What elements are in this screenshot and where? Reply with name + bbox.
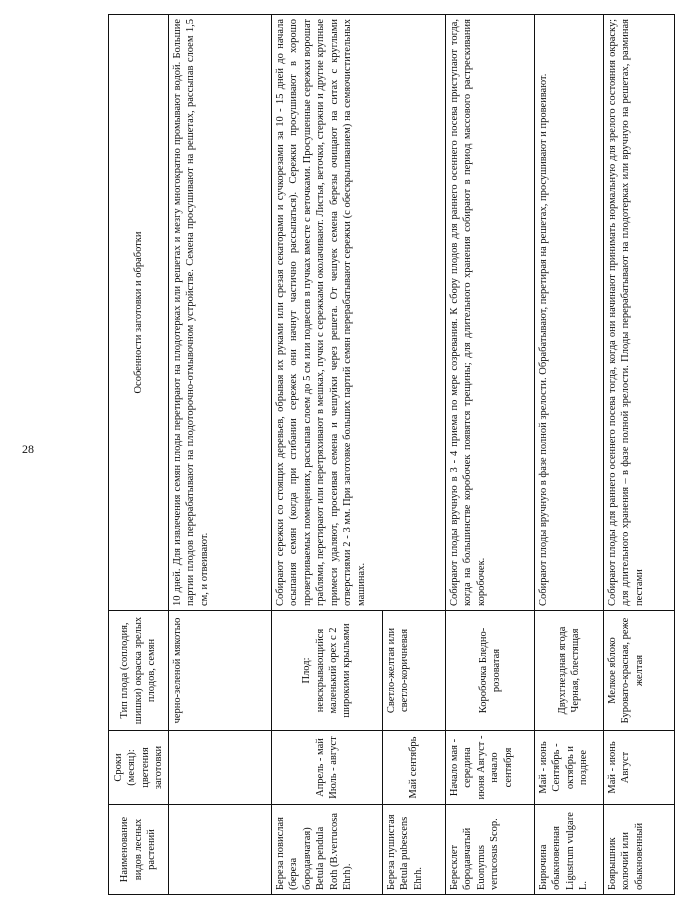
cell-terms: Май - июнь Сентябрь - октябрь и позднее [535, 731, 604, 805]
cell-fruit: Коробочка Бледно-розоватая [446, 611, 535, 731]
table-row [272, 15, 383, 895]
header-terms: Сроки (месяц): цветения заготовки [109, 731, 169, 805]
cell-terms: Начало мая - середина июня Август - начало сентября [446, 731, 535, 805]
table-row [446, 15, 535, 895]
cell-fruit: Двухгнездная ягода Черная, блестящая [535, 611, 604, 731]
cell-features: Собирают сережки со стоящих деревьев, обрывая их руками или срезая секаторами и сучкорезами за 10 - 15 дней до начала осыпания семян (когда при сгибании сережек они начнут частично рассыпаться). Сережки просушивают в хорошо проветриваемых помещениях, рассыпав слоем до 5 см или подвесив в пучках вместе с веточками. Просушенные сережки ворошат граблями, перетирают или перетряхивают в мешках, пучки с сережками околачивают. Листья, веточки, стержни и другие крупные примеси удаляют, просеивая семена и чешуйки через решета. От чешуек семена березы очищают на ситах с круглыми отверстиями 2 - 3 мм. При заготовке больших партий семян перерабатывают сережки (с обескрыливанием) на семяочистительных машинах. [272, 15, 446, 611]
header-name: Наименование видов лесных растений [109, 805, 169, 895]
table-header-row [109, 15, 169, 895]
cell-name: Боярышник колючий или обыкновенный [604, 805, 675, 895]
cell-name: Береза повислая (береза бородавчатая) Betula pendula Roth (B.verrucosa Ehrh). [272, 805, 383, 895]
cell-fruit: Плод: невскрывающийся маленький орех с 2 широкими крыльями [272, 611, 383, 731]
rotated-page [108, 15, 645, 895]
table-row [535, 15, 604, 895]
cell-fruit: Светло-желтая или светло-коричневая [383, 611, 446, 731]
cell-name [169, 805, 272, 895]
cell-name: Береза пушистая Betula pubescens Ehrh. [383, 805, 446, 895]
cell-features: Собирают плоды вручную в фазе полной зрелости. Обрабатывают, перетирая на решетах, просушивают и провеивают. [535, 15, 604, 611]
cell-features: 10 дней. Для извлечения семян плоды перетирают на плодотерках или решетах и мезгу многократно промывают водой. Большие партии плодов перерабатывают на плодоторочно-отмывочном устройстве. Семена просушивают на решетах, рассыпав слоем 1,5 см, и отвеивают. [169, 15, 272, 611]
table-row [169, 15, 272, 895]
cell-terms: Апрель - май Июль - август [272, 731, 383, 805]
table-row [604, 15, 675, 895]
cell-terms: Май - июнь Август [604, 731, 675, 805]
cell-features: Собирают плоды вручную в 3 - 4 приема по мере созревания. К сбору плодов для раннего осеннего посева приступают тогда, когда на большинстве коробочек появятся трещины; для длительного хранения собирают в период массового растрескивания коробочек. [446, 15, 535, 611]
cell-fruit: черно-зеленой мякотью [169, 611, 272, 731]
header-features: Особенности заготовки и обработки [109, 15, 169, 611]
cell-terms [169, 731, 272, 805]
header-fruit: Тип плода (соплодия, шишки) окраска зрелых плодов, семян [109, 611, 169, 731]
cell-name: Бересклет бородавчатый Euonymus verrucosus Scop. [446, 805, 535, 895]
cell-name: Бирючина обыкновенная Ligustrum vulgare L. [535, 805, 604, 895]
species-table [108, 14, 675, 895]
page-number: 28 [22, 442, 34, 456]
cell-fruit: Мелкое яблоко Буровато-красная, реже желтая [604, 611, 675, 731]
cell-features: Собирают плоды для раннего осеннего посева тогда, когда они начинают принимать нормальную для зрелого состояния окраску; для длительного хранения – в фазе полной зрелости. Плоды перерабатывают на плодотерках или вручную на решетах, разминая пестами [604, 15, 675, 611]
cell-terms: Май сентябрь [383, 731, 446, 805]
